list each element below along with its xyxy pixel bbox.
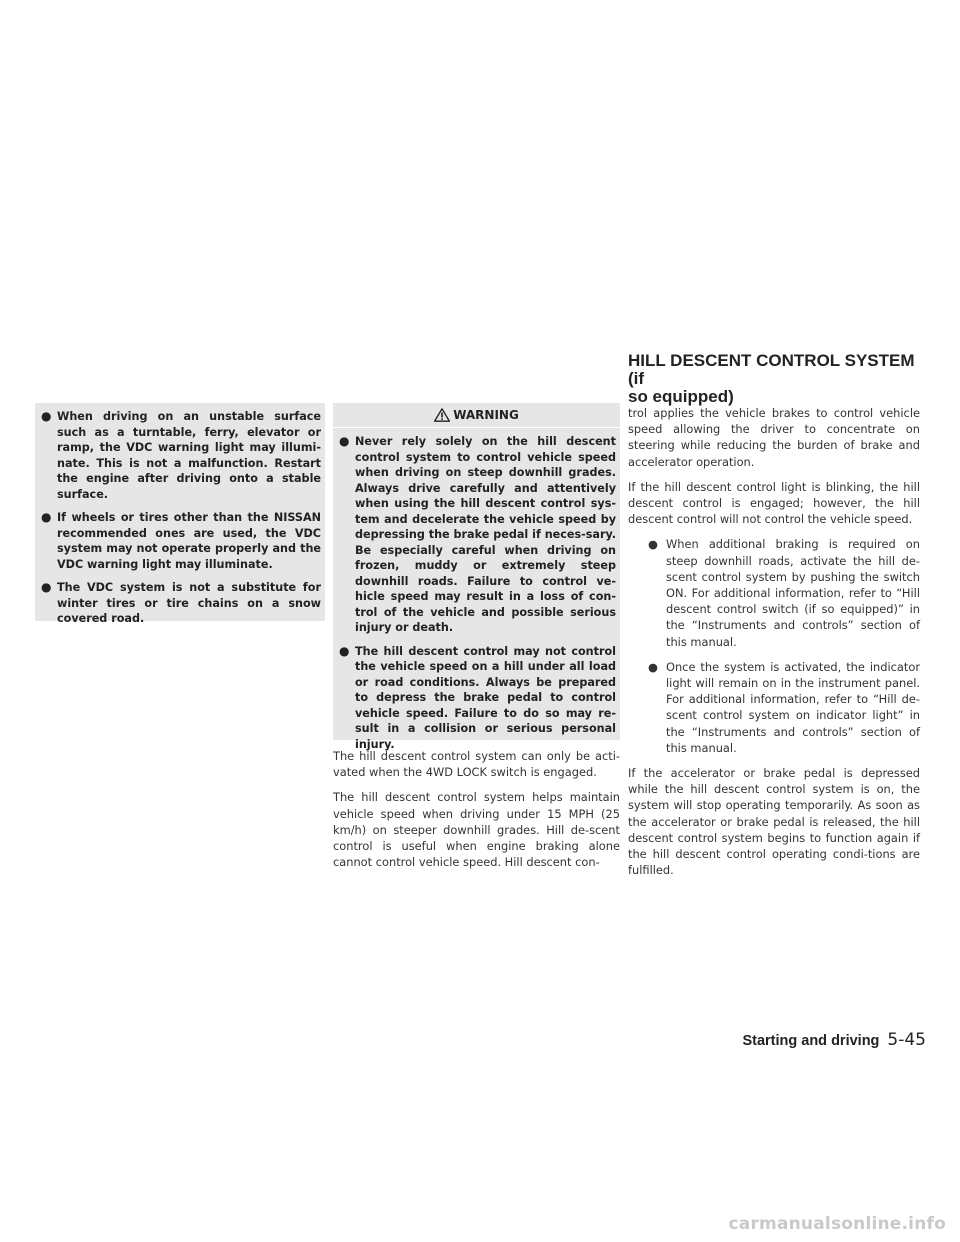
warning-box	[333, 403, 620, 751]
warning-item-2-text: The hill descent control may not control the vehicle speed on a hill under all load or road conditions. Always be prepared to depress the brake pedal to control vehicle speed. Failure to do so may re-sult in a collision or serious personal injury.	[355, 644, 616, 751]
warning-heading: WARNING	[453, 408, 519, 422]
warning-item-1-text: Never rely solely on the hill descent control system to control vehicle speed when driving on steep downhill grades. Always drive carefully and attentively when using the hill descent control sys-tem and decelerate the vehicle speed by depressing the brake pedal if neces-sary. Be especially careful when driving on frozen, muddy or extremely steep downhill roads. Failure to control ve-hicle speed may result in a loss of con-trol of the vehicle and possible serious injury or death.	[355, 435, 617, 634]
section-title-line2: so equipped)	[628, 387, 734, 406]
vdc-item-1	[41, 409, 321, 502]
paragraph-blinking: If the hill descent control light is blinking, the hill descent control is engaged; however, the hill descent control will not control the vehicle speed.	[628, 479, 920, 527]
bullet-icon: ●	[41, 580, 52, 594]
vdc-item-2	[41, 510, 321, 572]
page-number: 5-45	[887, 1030, 926, 1050]
page-footer	[708, 1030, 926, 1050]
section-title	[628, 352, 928, 406]
bullet-icon: ●	[648, 659, 658, 674]
sub-item-1	[628, 536, 920, 649]
warning-item-1	[339, 434, 616, 636]
paragraph-activation: The hill descent control system can only be acti-vated when the 4WD LOCK switch is engaged.	[333, 749, 620, 780]
sub-item-2	[628, 659, 920, 756]
vdc-item-1-text: When driving on an unstable surface such as a turntable, ferry, elevator or ramp, the VDC warning light may illumi-nate. This is not a malfunction. Restart the engine after driving onto a stable surface.	[57, 410, 321, 501]
vdc-caution-box	[35, 403, 325, 625]
right-column-text	[628, 405, 920, 887]
bullet-icon: ●	[41, 510, 52, 524]
warning-header	[333, 403, 620, 428]
vdc-item-3-text: The VDC system is not a substitute for winter tires or tire chains on a snow covered road.	[57, 581, 321, 625]
section-title-line1: HILL DESCENT CONTROL SYSTEM (if	[628, 351, 915, 388]
vdc-item-3	[41, 580, 321, 627]
middle-column-text	[333, 748, 620, 879]
paragraph-speed: The hill descent control system helps maintain vehicle speed when driving under 15 MPH (25 km/h) on steeper downhill grades. Hill de-scent control is useful when engine braking alone cannot control vehicle speed. Hill descent con-	[333, 790, 620, 870]
bullet-icon: ●	[41, 409, 52, 423]
warning-triangle-icon	[434, 408, 450, 422]
sub-item-1-text: When additional braking is required on steep downhill roads, activate the hill de-scent control system by pushing the switch ON. For additional information, refer to “Hill descent control switch (if so equipped)” in the “Instruments and controls” section of this manual.	[666, 537, 920, 649]
chapter-name: Starting and driving	[742, 1033, 880, 1049]
bullet-icon: ●	[648, 537, 658, 552]
bullet-icon: ●	[339, 434, 350, 448]
bullet-icon: ●	[339, 643, 350, 658]
sub-item-2-text: Once the system is activated, the indicator light will remain on in the instrument panel. For additional information, refer to “Hill de-scent control system on indicator light” in the “Instruments and controls” section of this manual.	[666, 659, 920, 755]
warning-item-2	[339, 644, 616, 753]
paragraph-pedal: If the accelerator or brake pedal is depressed while the hill descent control system is on, the system will stop operating temporarily. As soon as the accelerator or brake pedal is released, the hill descent control system begins to function again if the hill descent control operating condi-tions are fulfilled.	[628, 766, 920, 878]
vdc-item-2-text: If wheels or tires other than the NISSAN recommended ones are used, the VDC system may not operate properly and the VDC warning light may illuminate.	[57, 511, 321, 571]
paragraph-brakes: trol applies the vehicle brakes to control vehicle speed allowing the driver to concentrate on steering while reducing the burden of brake and accelerator operation.	[628, 406, 920, 469]
watermark: carmanualsonline.info	[728, 1214, 946, 1234]
